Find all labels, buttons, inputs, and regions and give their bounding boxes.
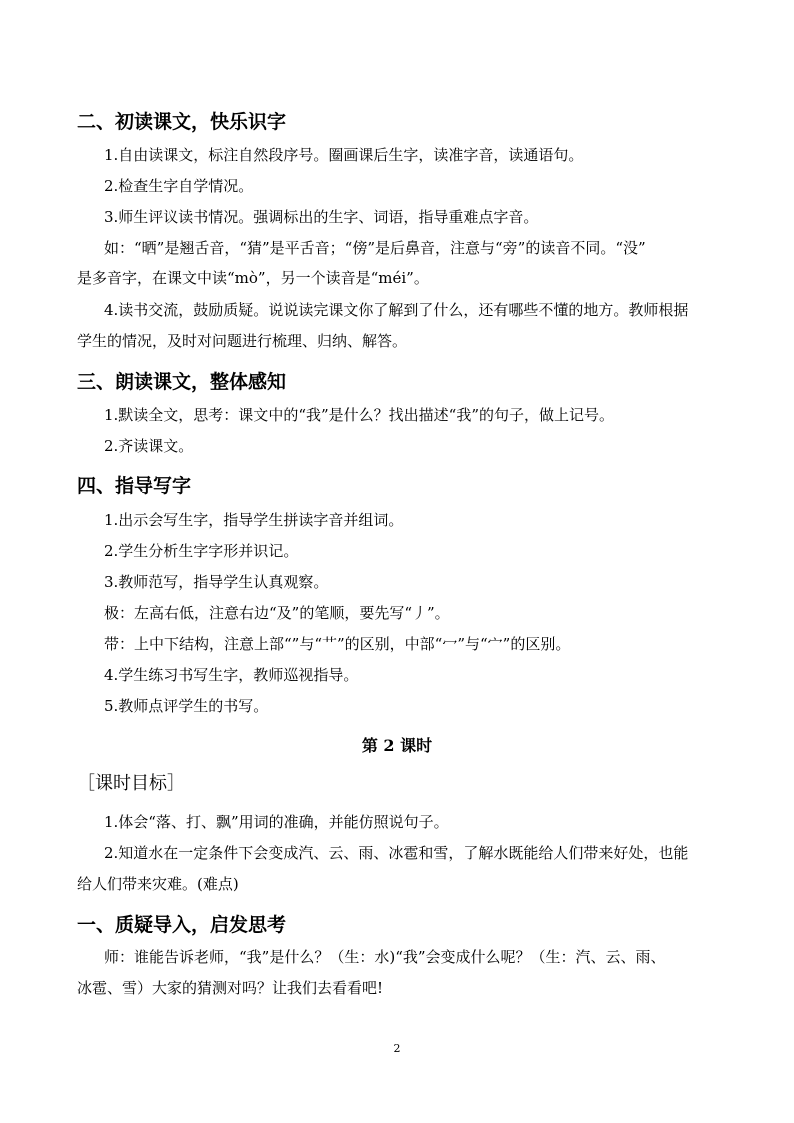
paragraph: 2.知道水在一定条件下会变成汽、云、雨、冰雹和雪，了解水既能给人们带来好处，也能 bbox=[104, 844, 689, 862]
paragraph: 给人们带来灾难。(难点) bbox=[77, 875, 239, 893]
paragraph: 1.出示会写生字，指导学生拼读字音并组词。 bbox=[104, 511, 404, 529]
goal-heading: ［课时目标］ bbox=[77, 773, 185, 794]
paragraph: 1.体会“落、打、飘”用词的准确，并能仿照说句子。 bbox=[104, 813, 449, 831]
paragraph: 2.齐读课文。 bbox=[104, 437, 194, 455]
paragraph: 带：上中下结构，注意上部“”与“艹”的区别，中部“冖”与“宀”的区别。 bbox=[104, 635, 571, 653]
paragraph: 2.检查生字自学情况。 bbox=[104, 177, 254, 195]
section-heading: 四、指导写字 bbox=[77, 475, 192, 497]
paragraph: 5.教师点评学生的书写。 bbox=[104, 697, 269, 715]
paragraph: 极：左高右低，注意右边“及”的笔顺，要先写“丿”。 bbox=[104, 604, 450, 622]
paragraph: 如：“晒”是翘舌音，“猜”是平舌音；“傍”是后鼻音，注意与“旁”的读音不同。“没” bbox=[104, 239, 646, 257]
paragraph: 4.读书交流，鼓励质疑。说说读完课文你了解到了什么，还有哪些不懂的地方。教师根据 bbox=[104, 301, 689, 319]
section-heading: 三、朗读课文，整体感知 bbox=[77, 371, 287, 393]
page-number: 2 bbox=[393, 1042, 401, 1055]
section-heading: 一、质疑导入，启发思考 bbox=[77, 914, 287, 936]
paragraph: 4.学生练习书写生字，教师巡视指导。 bbox=[104, 666, 359, 684]
paragraph: 师：谁能告诉老师，“我”是什么？（生：水)“我”会变成什么呢？（生：汽、云、雨、 bbox=[104, 948, 666, 966]
paragraph: 是多音字，在课文中读“mò”，另一个读音是“méi”。 bbox=[77, 269, 429, 287]
paragraph: 2.学生分析生字字形并识记。 bbox=[104, 542, 299, 560]
section-heading: 二、初读课文，快乐识字 bbox=[77, 111, 287, 133]
paragraph: 学生的情况，及时对问题进行梳理、归纳、解答。 bbox=[77, 332, 408, 350]
paragraph: 1.默读全文，思考：课文中的“我”是什么？找出描述“我”的句子，做上记号。 bbox=[104, 406, 614, 424]
paragraph: 3.师生评议读书情况。强调标出的生字、词语，指导重难点字音。 bbox=[104, 208, 539, 226]
paragraph: 3.教师范写，指导学生认真观察。 bbox=[104, 573, 329, 591]
paragraph: 1.自由读课文，标注自然段序号。圈画课后生字，读准字音，读通语句。 bbox=[104, 146, 584, 164]
paragraph: 冰雹、雪）大家的猜测对吗？让我们去看看吧! bbox=[77, 979, 384, 997]
lesson-title: 第 2 课时 bbox=[361, 736, 433, 755]
